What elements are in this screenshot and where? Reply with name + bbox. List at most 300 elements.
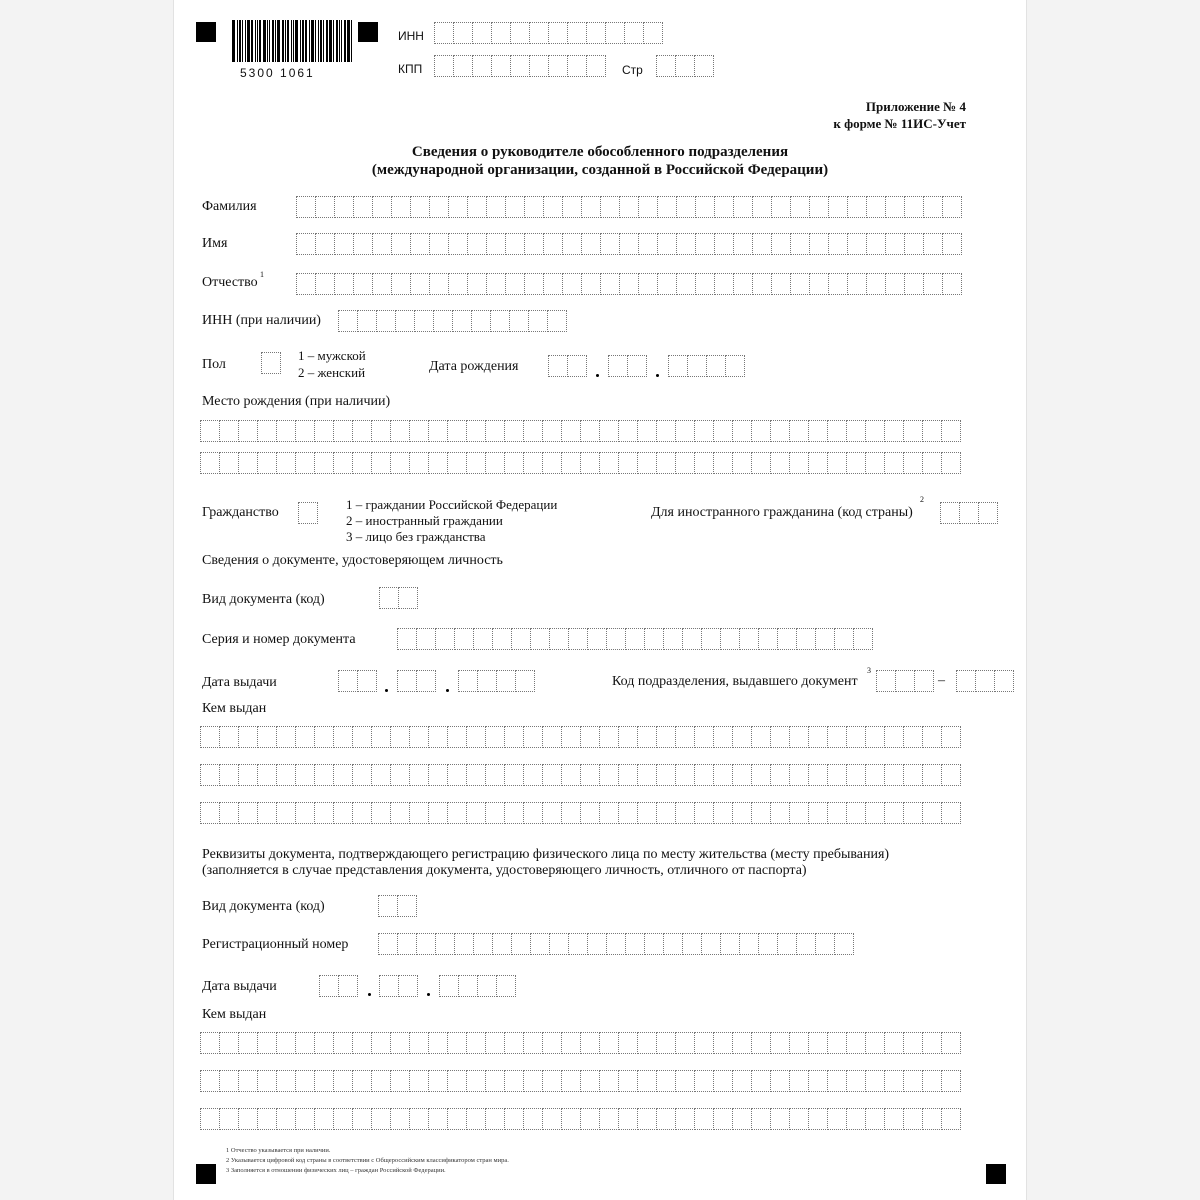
input-cell[interactable] bbox=[447, 420, 467, 442]
input-cell[interactable] bbox=[751, 802, 771, 824]
input-cell[interactable] bbox=[390, 764, 410, 786]
input-cell[interactable] bbox=[485, 764, 505, 786]
input-cell[interactable] bbox=[447, 1032, 467, 1054]
input-cell[interactable] bbox=[295, 764, 315, 786]
input-cell[interactable] bbox=[257, 764, 277, 786]
input-cell[interactable] bbox=[619, 233, 639, 255]
input-cell[interactable] bbox=[770, 1108, 790, 1130]
input-cell[interactable] bbox=[319, 975, 339, 997]
input-cell[interactable] bbox=[200, 1032, 220, 1054]
input-cell[interactable] bbox=[529, 55, 549, 77]
input-cell[interactable] bbox=[314, 1032, 334, 1054]
input-cell[interactable] bbox=[865, 1108, 885, 1130]
input-cell[interactable] bbox=[409, 1108, 429, 1130]
input-cell[interactable] bbox=[542, 1108, 562, 1130]
input-cell[interactable] bbox=[606, 628, 626, 650]
input-cell[interactable] bbox=[466, 420, 486, 442]
input-cell[interactable] bbox=[903, 452, 923, 474]
input-cell[interactable] bbox=[561, 726, 581, 748]
input-cell[interactable] bbox=[523, 764, 543, 786]
sex-cell[interactable] bbox=[261, 352, 280, 374]
input-cell[interactable] bbox=[777, 933, 797, 955]
input-cell[interactable] bbox=[627, 355, 647, 377]
input-cell[interactable] bbox=[846, 726, 866, 748]
input-cell[interactable] bbox=[599, 1070, 619, 1092]
input-cell[interactable] bbox=[542, 452, 562, 474]
input-cell[interactable] bbox=[637, 764, 657, 786]
input-cell[interactable] bbox=[675, 1032, 695, 1054]
input-cell[interactable] bbox=[922, 726, 942, 748]
input-cell[interactable] bbox=[956, 670, 976, 692]
input-cell[interactable] bbox=[676, 196, 696, 218]
input-cell[interactable] bbox=[922, 420, 942, 442]
input-cell[interactable] bbox=[580, 1032, 600, 1054]
input-cell[interactable] bbox=[453, 22, 473, 44]
input-cell[interactable] bbox=[885, 233, 905, 255]
input-cell[interactable] bbox=[675, 764, 695, 786]
input-cell[interactable] bbox=[790, 233, 810, 255]
input-cell[interactable] bbox=[751, 764, 771, 786]
input-cell[interactable] bbox=[714, 233, 734, 255]
birth-place-cells-row-1[interactable] bbox=[200, 420, 960, 442]
input-cell[interactable] bbox=[694, 1108, 714, 1130]
input-cell[interactable] bbox=[200, 420, 220, 442]
input-cell[interactable] bbox=[922, 1032, 942, 1054]
input-cell[interactable] bbox=[770, 1032, 790, 1054]
input-cell[interactable] bbox=[276, 1108, 296, 1130]
input-cell[interactable] bbox=[600, 273, 620, 295]
input-cell[interactable] bbox=[876, 670, 896, 692]
input-cell[interactable] bbox=[496, 975, 516, 997]
input-cell[interactable] bbox=[725, 355, 745, 377]
input-cell[interactable] bbox=[200, 726, 220, 748]
division-code-cells-part-1[interactable] bbox=[876, 670, 933, 692]
input-cell[interactable] bbox=[694, 764, 714, 786]
page-cells[interactable] bbox=[656, 55, 713, 77]
input-cell[interactable] bbox=[618, 420, 638, 442]
input-cell[interactable] bbox=[472, 55, 492, 77]
input-cell[interactable] bbox=[433, 310, 453, 332]
input-cell[interactable] bbox=[219, 452, 239, 474]
input-cell[interactable] bbox=[903, 1032, 923, 1054]
input-cell[interactable] bbox=[885, 196, 905, 218]
input-cell[interactable] bbox=[428, 802, 448, 824]
input-cell[interactable] bbox=[219, 1032, 239, 1054]
input-cell[interactable] bbox=[485, 726, 505, 748]
input-cell[interactable] bbox=[219, 726, 239, 748]
input-cell[interactable] bbox=[675, 802, 695, 824]
input-cell[interactable] bbox=[504, 1032, 524, 1054]
input-cell[interactable] bbox=[548, 22, 568, 44]
input-cell[interactable] bbox=[580, 802, 600, 824]
input-cell[interactable] bbox=[732, 1070, 752, 1092]
input-cell[interactable] bbox=[549, 628, 569, 650]
input-cell[interactable] bbox=[333, 726, 353, 748]
input-cell[interactable] bbox=[371, 1108, 391, 1130]
input-cell[interactable] bbox=[732, 726, 752, 748]
input-cell[interactable] bbox=[567, 22, 587, 44]
input-cell[interactable] bbox=[644, 933, 664, 955]
input-cell[interactable] bbox=[846, 1070, 866, 1092]
input-cell[interactable] bbox=[447, 726, 467, 748]
input-cell[interactable] bbox=[884, 802, 904, 824]
input-cell[interactable] bbox=[257, 1070, 277, 1092]
input-cell[interactable] bbox=[847, 233, 867, 255]
input-cell[interactable] bbox=[334, 196, 354, 218]
input-cell[interactable] bbox=[333, 802, 353, 824]
input-cell[interactable] bbox=[542, 764, 562, 786]
input-cell[interactable] bbox=[657, 196, 677, 218]
input-cell[interactable] bbox=[713, 802, 733, 824]
input-cell[interactable] bbox=[409, 764, 429, 786]
input-cell[interactable] bbox=[732, 420, 752, 442]
input-cell[interactable] bbox=[511, 628, 531, 650]
input-cell[interactable] bbox=[562, 233, 582, 255]
input-cell[interactable] bbox=[828, 273, 848, 295]
input-cell[interactable] bbox=[448, 273, 468, 295]
input-cell[interactable] bbox=[568, 628, 588, 650]
input-cell[interactable] bbox=[941, 452, 961, 474]
input-cell[interactable] bbox=[732, 1108, 752, 1130]
input-cell[interactable] bbox=[466, 802, 486, 824]
input-cell[interactable] bbox=[524, 233, 544, 255]
input-cell[interactable] bbox=[884, 764, 904, 786]
input-cell[interactable] bbox=[504, 420, 524, 442]
input-cell[interactable] bbox=[733, 273, 753, 295]
input-cell[interactable] bbox=[846, 802, 866, 824]
input-cell[interactable] bbox=[758, 933, 778, 955]
input-cell[interactable] bbox=[713, 764, 733, 786]
input-cell[interactable] bbox=[846, 1108, 866, 1130]
input-cell[interactable] bbox=[542, 420, 562, 442]
input-cell[interactable] bbox=[510, 22, 530, 44]
input-cell[interactable] bbox=[770, 764, 790, 786]
input-cell[interactable] bbox=[219, 420, 239, 442]
input-cell[interactable] bbox=[357, 670, 377, 692]
input-cell[interactable] bbox=[378, 895, 398, 917]
input-cell[interactable] bbox=[606, 933, 626, 955]
input-cell[interactable] bbox=[562, 196, 582, 218]
input-cell[interactable] bbox=[298, 502, 318, 524]
input-cell[interactable] bbox=[333, 764, 353, 786]
input-cell[interactable] bbox=[352, 1070, 372, 1092]
input-cell[interactable] bbox=[524, 273, 544, 295]
input-cell[interactable] bbox=[398, 587, 418, 609]
input-cell[interactable] bbox=[771, 233, 791, 255]
input-cell[interactable] bbox=[276, 802, 296, 824]
input-cell[interactable] bbox=[257, 1108, 277, 1130]
input-cell[interactable] bbox=[379, 587, 399, 609]
input-cell[interactable] bbox=[338, 670, 358, 692]
input-cell[interactable] bbox=[941, 1070, 961, 1092]
input-cell[interactable] bbox=[739, 933, 759, 955]
input-cell[interactable] bbox=[625, 933, 645, 955]
input-cell[interactable] bbox=[770, 452, 790, 474]
input-cell[interactable] bbox=[352, 420, 372, 442]
input-cell[interactable] bbox=[486, 233, 506, 255]
input-cell[interactable] bbox=[524, 196, 544, 218]
input-cell[interactable] bbox=[846, 764, 866, 786]
patronymic-cells[interactable] bbox=[296, 273, 961, 295]
kpp-header-cells[interactable] bbox=[434, 55, 605, 77]
input-cell[interactable] bbox=[637, 1032, 657, 1054]
input-cell[interactable] bbox=[466, 764, 486, 786]
input-cell[interactable] bbox=[333, 420, 353, 442]
input-cell[interactable] bbox=[904, 273, 924, 295]
input-cell[interactable] bbox=[409, 802, 429, 824]
registration-issued-by-row-1[interactable] bbox=[200, 1032, 960, 1054]
input-cell[interactable] bbox=[827, 452, 847, 474]
input-cell[interactable] bbox=[580, 1070, 600, 1092]
identity-issued-by-row-1[interactable] bbox=[200, 726, 960, 748]
input-cell[interactable] bbox=[656, 55, 676, 77]
input-cell[interactable] bbox=[485, 802, 505, 824]
input-cell[interactable] bbox=[471, 310, 491, 332]
input-cell[interactable] bbox=[694, 802, 714, 824]
input-cell[interactable] bbox=[941, 420, 961, 442]
input-cell[interactable] bbox=[414, 310, 434, 332]
input-cell[interactable] bbox=[941, 764, 961, 786]
input-cell[interactable] bbox=[428, 452, 448, 474]
input-cell[interactable] bbox=[922, 1108, 942, 1130]
input-cell[interactable] bbox=[637, 1070, 657, 1092]
input-cell[interactable] bbox=[599, 420, 619, 442]
input-cell[interactable] bbox=[466, 1070, 486, 1092]
input-cell[interactable] bbox=[789, 1032, 809, 1054]
input-cell[interactable] bbox=[548, 355, 568, 377]
input-cell[interactable] bbox=[296, 273, 316, 295]
input-cell[interactable] bbox=[466, 1108, 486, 1130]
input-cell[interactable] bbox=[372, 273, 392, 295]
input-cell[interactable] bbox=[276, 420, 296, 442]
input-cell[interactable] bbox=[333, 452, 353, 474]
input-cell[interactable] bbox=[296, 233, 316, 255]
input-cell[interactable] bbox=[467, 233, 487, 255]
input-cell[interactable] bbox=[390, 802, 410, 824]
input-cell[interactable] bbox=[922, 452, 942, 474]
input-cell[interactable] bbox=[371, 726, 391, 748]
input-cell[interactable] bbox=[834, 933, 854, 955]
input-cell[interactable] bbox=[238, 1108, 258, 1130]
input-cell[interactable] bbox=[371, 764, 391, 786]
input-cell[interactable] bbox=[523, 1108, 543, 1130]
input-cell[interactable] bbox=[676, 233, 696, 255]
input-cell[interactable] bbox=[276, 1032, 296, 1054]
input-cell[interactable] bbox=[276, 1070, 296, 1092]
input-cell[interactable] bbox=[333, 1032, 353, 1054]
input-cell[interactable] bbox=[523, 1032, 543, 1054]
input-cell[interactable] bbox=[675, 55, 695, 77]
input-cell[interactable] bbox=[714, 273, 734, 295]
input-cell[interactable] bbox=[200, 802, 220, 824]
input-cell[interactable] bbox=[397, 628, 417, 650]
input-cell[interactable] bbox=[200, 1070, 220, 1092]
input-cell[interactable] bbox=[428, 726, 448, 748]
input-cell[interactable] bbox=[397, 895, 417, 917]
input-cell[interactable] bbox=[314, 420, 334, 442]
input-cell[interactable] bbox=[295, 1070, 315, 1092]
input-cell[interactable] bbox=[458, 975, 478, 997]
input-cell[interactable] bbox=[827, 726, 847, 748]
input-cell[interactable] bbox=[257, 420, 277, 442]
input-cell[interactable] bbox=[853, 628, 873, 650]
input-cell[interactable] bbox=[619, 196, 639, 218]
input-cell[interactable] bbox=[695, 196, 715, 218]
input-cell[interactable] bbox=[978, 502, 998, 524]
input-cell[interactable] bbox=[261, 352, 281, 374]
input-cell[interactable] bbox=[397, 933, 417, 955]
input-cell[interactable] bbox=[656, 1032, 676, 1054]
input-cell[interactable] bbox=[372, 233, 392, 255]
input-cell[interactable] bbox=[580, 1108, 600, 1130]
input-cell[interactable] bbox=[219, 764, 239, 786]
input-cell[interactable] bbox=[713, 1108, 733, 1130]
input-cell[interactable] bbox=[352, 1108, 372, 1130]
input-cell[interactable] bbox=[485, 420, 505, 442]
input-cell[interactable] bbox=[808, 726, 828, 748]
birth-day-cells[interactable] bbox=[548, 355, 586, 377]
input-cell[interactable] bbox=[770, 420, 790, 442]
input-cell[interactable] bbox=[618, 1070, 638, 1092]
input-cell[interactable] bbox=[884, 1108, 904, 1130]
input-cell[interactable] bbox=[914, 670, 934, 692]
input-cell[interactable] bbox=[547, 310, 567, 332]
input-cell[interactable] bbox=[371, 1032, 391, 1054]
input-cell[interactable] bbox=[257, 726, 277, 748]
input-cell[interactable] bbox=[656, 726, 676, 748]
input-cell[interactable] bbox=[333, 1108, 353, 1130]
input-cell[interactable] bbox=[771, 196, 791, 218]
input-cell[interactable] bbox=[808, 764, 828, 786]
input-cell[interactable] bbox=[543, 233, 563, 255]
input-cell[interactable] bbox=[618, 764, 638, 786]
input-cell[interactable] bbox=[771, 273, 791, 295]
input-cell[interactable] bbox=[485, 452, 505, 474]
input-cell[interactable] bbox=[903, 726, 923, 748]
input-cell[interactable] bbox=[397, 670, 417, 692]
input-cell[interactable] bbox=[542, 802, 562, 824]
input-cell[interactable] bbox=[439, 975, 459, 997]
input-cell[interactable] bbox=[739, 628, 759, 650]
input-cell[interactable] bbox=[732, 452, 752, 474]
input-cell[interactable] bbox=[884, 452, 904, 474]
input-cell[interactable] bbox=[638, 273, 658, 295]
input-cell[interactable] bbox=[353, 196, 373, 218]
input-cell[interactable] bbox=[809, 273, 829, 295]
input-cell[interactable] bbox=[637, 726, 657, 748]
input-cell[interactable] bbox=[529, 22, 549, 44]
input-cell[interactable] bbox=[314, 452, 334, 474]
input-cell[interactable] bbox=[391, 196, 411, 218]
input-cell[interactable] bbox=[675, 452, 695, 474]
input-cell[interactable] bbox=[625, 628, 645, 650]
input-cell[interactable] bbox=[542, 1070, 562, 1092]
input-cell[interactable] bbox=[827, 1070, 847, 1092]
identity-issue-month-cells[interactable] bbox=[397, 670, 435, 692]
input-cell[interactable] bbox=[638, 233, 658, 255]
input-cell[interactable] bbox=[473, 933, 493, 955]
input-cell[interactable] bbox=[923, 273, 943, 295]
input-cell[interactable] bbox=[467, 273, 487, 295]
input-cell[interactable] bbox=[694, 420, 714, 442]
input-cell[interactable] bbox=[637, 452, 657, 474]
input-cell[interactable] bbox=[504, 764, 524, 786]
input-cell[interactable] bbox=[429, 273, 449, 295]
input-cell[interactable] bbox=[657, 273, 677, 295]
input-cell[interactable] bbox=[409, 452, 429, 474]
input-cell[interactable] bbox=[454, 628, 474, 650]
input-cell[interactable] bbox=[581, 196, 601, 218]
input-cell[interactable] bbox=[777, 628, 797, 650]
input-cell[interactable] bbox=[619, 273, 639, 295]
surname-cells[interactable] bbox=[296, 196, 961, 218]
input-cell[interactable] bbox=[416, 670, 436, 692]
input-cell[interactable] bbox=[296, 196, 316, 218]
input-cell[interactable] bbox=[371, 802, 391, 824]
input-cell[interactable] bbox=[466, 1032, 486, 1054]
input-cell[interactable] bbox=[390, 726, 410, 748]
input-cell[interactable] bbox=[477, 670, 497, 692]
input-cell[interactable] bbox=[847, 273, 867, 295]
input-cell[interactable] bbox=[238, 420, 258, 442]
input-cell[interactable] bbox=[808, 802, 828, 824]
inn-header-cells[interactable] bbox=[434, 22, 662, 44]
input-cell[interactable] bbox=[657, 233, 677, 255]
input-cell[interactable] bbox=[637, 420, 657, 442]
input-cell[interactable] bbox=[732, 802, 752, 824]
input-cell[interactable] bbox=[827, 1108, 847, 1130]
input-cell[interactable] bbox=[618, 802, 638, 824]
input-cell[interactable] bbox=[959, 502, 979, 524]
input-cell[interactable] bbox=[885, 273, 905, 295]
input-cell[interactable] bbox=[656, 802, 676, 824]
input-cell[interactable] bbox=[314, 1070, 334, 1092]
identity-doc-type-cells[interactable] bbox=[379, 587, 417, 609]
input-cell[interactable] bbox=[638, 196, 658, 218]
input-cell[interactable] bbox=[257, 802, 277, 824]
input-cell[interactable] bbox=[713, 1032, 733, 1054]
input-cell[interactable] bbox=[485, 1070, 505, 1092]
input-cell[interactable] bbox=[448, 233, 468, 255]
input-cell[interactable] bbox=[808, 1108, 828, 1130]
input-cell[interactable] bbox=[416, 933, 436, 955]
input-cell[interactable] bbox=[695, 233, 715, 255]
input-cell[interactable] bbox=[504, 1070, 524, 1092]
input-cell[interactable] bbox=[295, 1032, 315, 1054]
input-cell[interactable] bbox=[637, 1108, 657, 1130]
input-cell[interactable] bbox=[941, 726, 961, 748]
input-cell[interactable] bbox=[751, 420, 771, 442]
input-cell[interactable] bbox=[865, 1070, 885, 1092]
input-cell[interactable] bbox=[492, 628, 512, 650]
input-cell[interactable] bbox=[353, 273, 373, 295]
division-code-cells-part-2[interactable] bbox=[956, 670, 1013, 692]
input-cell[interactable] bbox=[733, 233, 753, 255]
input-cell[interactable] bbox=[238, 764, 258, 786]
input-cell[interactable] bbox=[865, 764, 885, 786]
input-cell[interactable] bbox=[586, 55, 606, 77]
input-cell[interactable] bbox=[789, 1070, 809, 1092]
input-cell[interactable] bbox=[447, 1108, 467, 1130]
input-cell[interactable] bbox=[789, 802, 809, 824]
input-cell[interactable] bbox=[410, 233, 430, 255]
input-cell[interactable] bbox=[942, 273, 962, 295]
input-cell[interactable] bbox=[884, 1032, 904, 1054]
input-cell[interactable] bbox=[334, 273, 354, 295]
input-cell[interactable] bbox=[940, 502, 960, 524]
input-cell[interactable] bbox=[390, 452, 410, 474]
input-cell[interactable] bbox=[714, 196, 734, 218]
